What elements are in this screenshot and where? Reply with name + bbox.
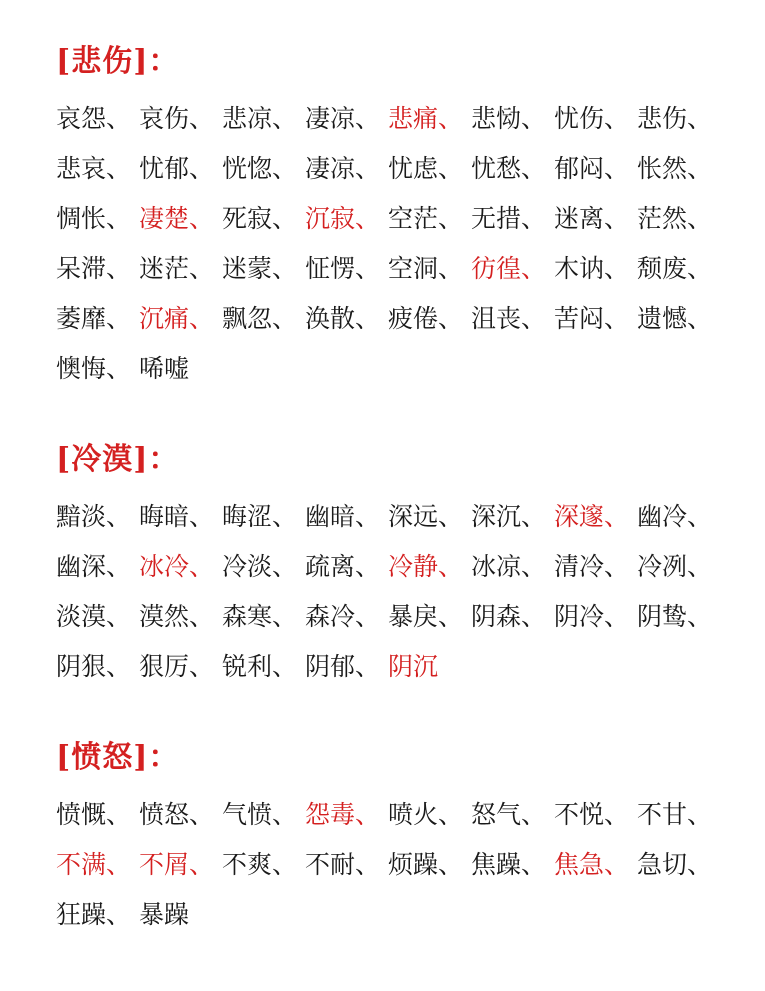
word-item: 茫然、 xyxy=(637,204,713,233)
word-item: 阴森、 xyxy=(471,602,547,631)
word-item: 萎靡、 xyxy=(56,304,132,333)
section-anger xyxy=(56,740,726,940)
word-item: 迷离、 xyxy=(554,204,630,233)
word-item: 彷徨、 xyxy=(471,254,547,283)
word-item: 唏嘘 xyxy=(139,354,190,383)
word-item: 阴沉 xyxy=(388,652,439,681)
word-item: 喷火、 xyxy=(388,800,464,829)
word-item: 忧伤、 xyxy=(554,104,630,133)
word-item: 不满、 xyxy=(56,850,132,879)
word-item: 迷蒙、 xyxy=(222,254,298,283)
word-item: 阴冷、 xyxy=(554,602,630,631)
word-item: 凄凉、 xyxy=(305,104,381,133)
word-item: 怔愣、 xyxy=(305,254,381,283)
word-item: 涣散、 xyxy=(305,304,381,333)
word-item: 深邃、 xyxy=(554,502,630,531)
word-item: 迷茫、 xyxy=(139,254,215,283)
word-item: 漠然、 xyxy=(139,602,215,631)
word-item: 呆滞、 xyxy=(56,254,132,283)
word-item: 森冷、 xyxy=(305,602,381,631)
word-item: 悲痛、 xyxy=(388,104,464,133)
word-item: 遗憾、 xyxy=(637,304,713,333)
word-item: 愤怒、 xyxy=(139,800,215,829)
word-item: 深远、 xyxy=(388,502,464,531)
word-item: 晦暗、 xyxy=(139,502,215,531)
word-item: 清冷、 xyxy=(554,552,630,581)
word-item: 不悦、 xyxy=(554,800,630,829)
word-item: 忧虑、 xyxy=(388,154,464,183)
word-item: 不甘、 xyxy=(637,800,713,829)
word-item: 懊悔、 xyxy=(56,354,132,383)
word-item: 深沉、 xyxy=(471,502,547,531)
word-item: 幽冷、 xyxy=(637,502,713,531)
word-item: 沉寂、 xyxy=(305,204,381,233)
word-item: 冷淡、 xyxy=(222,552,298,581)
word-item: 悲伤、 xyxy=(637,104,713,133)
word-item: 沮丧、 xyxy=(471,304,547,333)
word-list xyxy=(56,492,726,692)
word-item: 森寒、 xyxy=(222,602,298,631)
word-item: 阴鸷、 xyxy=(637,602,713,631)
word-item: 悲凉、 xyxy=(222,104,298,133)
word-item: 黯淡、 xyxy=(56,502,132,531)
word-item: 暴躁 xyxy=(139,900,190,929)
word-item: 锐利、 xyxy=(222,652,298,681)
word-item: 冷冽、 xyxy=(637,552,713,581)
word-item: 空洞、 xyxy=(388,254,464,283)
word-item: 忧愁、 xyxy=(471,154,547,183)
word-item: 凄凉、 xyxy=(305,154,381,183)
word-item: 冷静、 xyxy=(388,552,464,581)
word-item: 凄楚、 xyxy=(139,204,215,233)
section-title: [冷漠]： xyxy=(56,442,180,477)
word-item: 狠厉、 xyxy=(139,652,215,681)
word-item: 幽深、 xyxy=(56,552,132,581)
word-item: 焦急、 xyxy=(554,850,630,879)
section-title: [愤怒]： xyxy=(56,740,180,775)
word-item: 哀怨、 xyxy=(56,104,132,133)
word-item: 愤慨、 xyxy=(56,800,132,829)
word-item: 不爽、 xyxy=(222,850,298,879)
word-item: 无措、 xyxy=(471,204,547,233)
word-item: 冰凉、 xyxy=(471,552,547,581)
word-item: 悲哀、 xyxy=(56,154,132,183)
word-item: 不屑、 xyxy=(139,850,215,879)
word-list xyxy=(56,94,726,394)
word-item: 忧郁、 xyxy=(139,154,215,183)
word-item: 疏离、 xyxy=(305,552,381,581)
word-item: 悲恸、 xyxy=(471,104,547,133)
word-item: 空茫、 xyxy=(388,204,464,233)
section-title: [悲伤]： xyxy=(56,44,180,79)
word-item: 怨毒、 xyxy=(305,800,381,829)
word-item: 不耐、 xyxy=(305,850,381,879)
word-item: 怅然、 xyxy=(637,154,713,183)
word-item: 郁闷、 xyxy=(554,154,630,183)
word-item: 木讷、 xyxy=(554,254,630,283)
word-item: 烦躁、 xyxy=(388,850,464,879)
word-item: 气愤、 xyxy=(222,800,298,829)
word-item: 阴狠、 xyxy=(56,652,132,681)
word-item: 阴郁、 xyxy=(305,652,381,681)
word-item: 颓废、 xyxy=(637,254,713,283)
word-item: 冰冷、 xyxy=(139,552,215,581)
word-item: 狂躁、 xyxy=(56,900,132,929)
word-item: 幽暗、 xyxy=(305,502,381,531)
section-sadness xyxy=(56,44,726,394)
word-item: 急切、 xyxy=(637,850,713,879)
word-item: 恍惚、 xyxy=(222,154,298,183)
word-item: 惆怅、 xyxy=(56,204,132,233)
word-item: 飘忽、 xyxy=(222,304,298,333)
word-item: 淡漠、 xyxy=(56,602,132,631)
section-indifference xyxy=(56,442,726,692)
word-item: 怒气、 xyxy=(471,800,547,829)
word-item: 晦涩、 xyxy=(222,502,298,531)
word-item: 焦躁、 xyxy=(471,850,547,879)
word-list xyxy=(56,790,726,940)
word-item: 哀伤、 xyxy=(139,104,215,133)
word-item: 沉痛、 xyxy=(139,304,215,333)
word-item: 暴戾、 xyxy=(388,602,464,631)
word-item: 苦闷、 xyxy=(554,304,630,333)
word-item: 疲倦、 xyxy=(388,304,464,333)
word-item: 死寂、 xyxy=(222,204,298,233)
